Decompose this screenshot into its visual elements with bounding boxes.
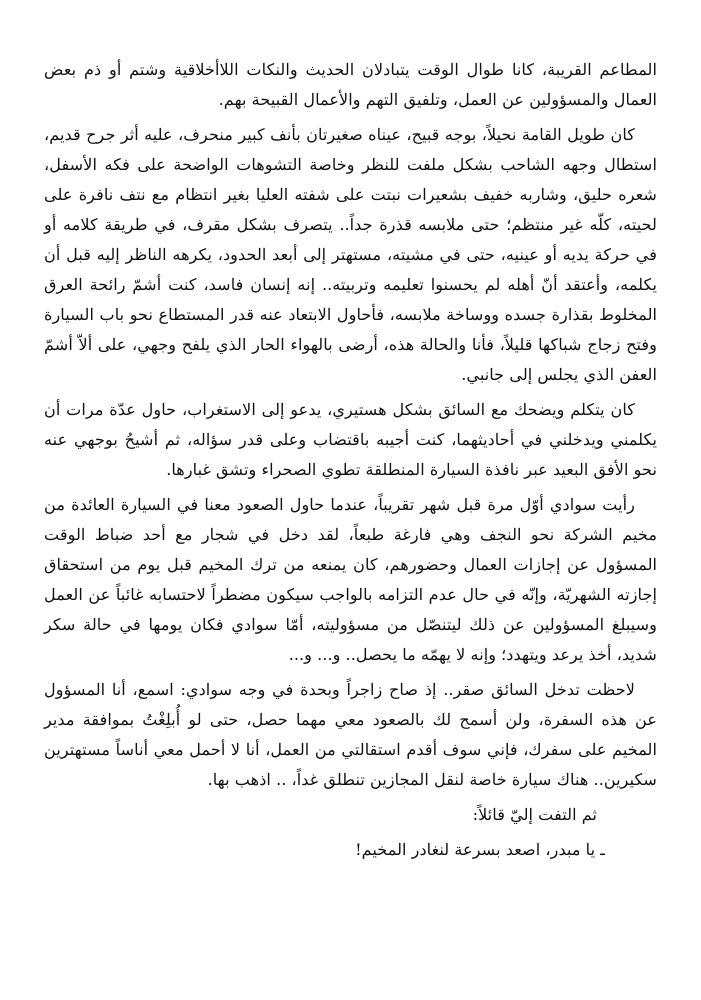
paragraph-driver-intervention: لاحظت تدخل السائق صقر.. إذ صاح زاجراً وبحدة في وجه سوادي: اسمع، أنا المسؤول عن هذه السفرة، ولن أسمح لك بالصعود معي مهما حصل، حتى لو أُبلِغْتُ بموافقة مدير المخيم على سفرك، فإني سوف أقدم استقالتي من العمل، أنا لا أحمل معي أناساً مستهترين سكيرين.. هناك سيارة خاصة لنقل المجازين تنطلق غداً، .. اذهب بها. bbox=[44, 680, 657, 789]
paragraph-first-meeting: رأيت سوادي أوّل مرة قبل شهر تقريباً، عندما حاول الصعود معنا في السيارة العائدة من مخيم الشركة نحو النجف وهي فارغة طبعاً، لقد دخل في شجار مع أحد ضباط الوقت المسؤول عن إجازات العمال وحضورهم، كان يمنعه من ترك المخيم قبل يوم من استحقاق إجازته الشهريّة، وإنّه في حال عدم التزامه بالواجب سيكون مضطراً لاحتسابه غائباً عن العمل وسيبلغ المسؤولين عن ذلك ليتنصّل من مسؤوليته، أمّا سوادي فكان يومها في حالة سكر شديد، أخذ يرعد ويتهدد؛ وإنه لا يهمّه ما يحصل.. و... و... bbox=[44, 495, 657, 664]
paragraph-laughing: كان يتكلم ويضحك مع السائق بشكل هستيري، يدعو إلى الاستغراب، حاول عدّة مرات أن يكلمني ويدخلني في أحاديثهما، كنت أجيبه باقتضاب وعلى قدر سؤاله، ثم أشيحُ بوجهي عنه نحو الأفق البعيد عبر نافذة السيارة المنطلقة تطوي الصحراء وتشق غبارها. bbox=[44, 400, 657, 479]
paragraph-description: كان طويل القامة نحيلاً، بوجه قبيح، عيناه صغيرتان بأنف كبير منحرف، عليه أثر جرح قديم، استطال وجهه الشاحب بشكل ملفت للنظر وخاصة التشوهات الواضحة على فكه الأسفل، شعره حليق، وشاربه خفيف بشعيرات نبتت على شفته العليا بغير انتظام مع نتف نافرة على لحيته، كلّه غير منتظم؛ حتى ملابسه قذرة جداً.. يتصرف بشكل مقرف، في طريقة كلامه أو في حركة يديه أو عينيه، حتى في مشيته، مستهتر إلى أبعد الحدود، يكرهه الناظر إليه قبل أن يكلمه، وأعتقد أنّ أهله لم يحسنوا تعليمه وتربيته.. إنه إنسان فاسد، كنت أشمّ رائحة العرق المخلوط بقذارة جسده ووساخة ملابسه، فأحاول الابتعاد عنه قدر المستطاع نحو باب السيارة وفتح زجاج شباكها قليلاً، فأنا والحالة هذه، أرضى بالهواء الحار الذي يلفح وجهي، على ألاّ أشمّ العفن الذي يجلس إلى جانبي. bbox=[44, 125, 657, 384]
paragraph-turned: ثم التفت إليّ قائلاً: bbox=[472, 805, 597, 824]
document-page bbox=[44, 55, 657, 865]
paragraph-dialogue: ـ يا مبدر، اصعد بسرعة لنغادر المخيم! bbox=[355, 840, 605, 859]
paragraph-restaurants: المطاعم القريبة، كانا طوال الوقت يتبادلان الحديث والنكات اللاأخلاقية وشتم أو ذم بعض العمال والمسؤولين عن العمل، وتلفيق التهم والأعمال القبيحة بهم. bbox=[44, 60, 657, 109]
